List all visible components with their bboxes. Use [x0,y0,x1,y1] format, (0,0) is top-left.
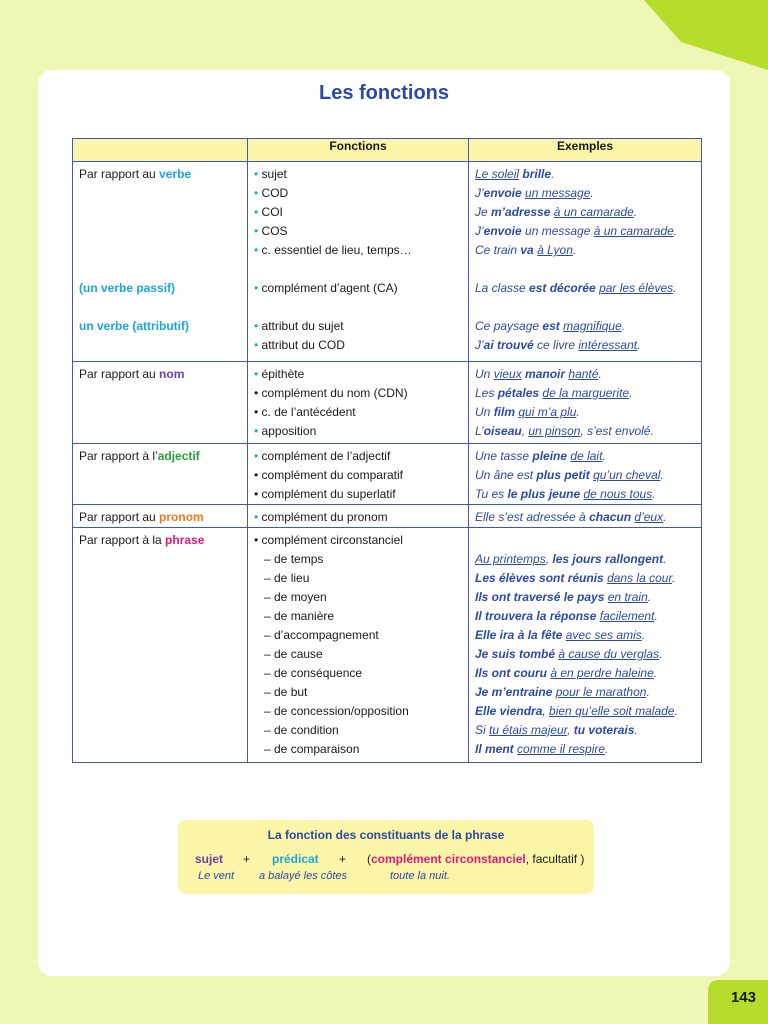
fonctions-cell: • sujet • COD • COI • COS • c. essentiel de lieu, temps… • complément d’agent (CA) • attribut du sujet • attribut du COD [248,162,469,362]
table-row-phrase [73,528,702,763]
relation-label: Par rapport au pronom [79,510,204,524]
relation-cell [73,505,248,528]
corner-decoration [644,0,768,70]
exemples-cell: Au printemps, les jours rallongent. Les élèves sont réunis dans la cour. Ils ont traversé le pays en train. Il trouvera la réponse facilement. Elle ira à la fête avec ses amis. Je suis tombé à cause du verglas. Ils ont couru à en perdre haleine. Je m’entraine pour le marathon. Elle viendra, bien qu’elle soit malade. Si tu étais majeur, tu voterais. Il ment comme il respire. [469,528,702,763]
exemples-cell: Le soleil brille. J’envoie un message. Je m’adresse à un camarade. J’envoie un message à un camarade. Ce train va à Lyon. La classe est décorée par les élèves. Ce paysage est magnifique. J’ai trouvé ce livre intéressant. [469,162,702,362]
summary-sujet: sujet [195,852,224,866]
summary-cc-group: (complément circonstanciel, facultatif ) [367,852,585,866]
relation-cell [73,362,248,444]
relation-label: Par rapport à la phrase [79,533,205,547]
relation-label: Par rapport à l’adjectif [79,449,200,463]
page-number: 143 [730,989,756,1006]
content-card [38,70,730,976]
relation-label: Par rapport au verbe [79,167,192,181]
table-row-pronom [73,505,702,528]
relation-cell [73,528,248,763]
header-fonctions: Fonctions [248,139,469,162]
relation-label: Par rapport au nom [79,367,185,381]
fonctions-cell: • complément circonstanciel – de temps – de lieu – de moyen – de manière – d’accompagnement – de cause – de conséquence – de but – de concession/opposition – de condition – de comparaison [248,528,469,763]
table-header-row [73,139,702,162]
exemples-cell: Une tasse pleine de lait. Un âne est plus petit qu’un cheval. Tu es le plus jeune de nous tous. [469,444,702,505]
relation-sub: un verbe (attributif) [79,319,189,333]
relation-cell [73,444,248,505]
exemples-cell: Un vieux manoir hanté. Les pétales de la marguerite. Un film qui m’a plu. L’oiseau, un pinson, s’est envolé. [469,362,702,444]
summary-predicat: prédicat [272,852,319,866]
page-title: Les fonctions [318,82,449,104]
summary-box: La fonction des constituants de la phrase sujet + prédicat + (complément circonstanciel, facultatif ) Le vent a balayé les côtes toute la nuit. [178,820,594,894]
table-row-nom [73,362,702,444]
summary-plus: + [243,852,251,866]
summary-plus: + [339,852,347,866]
header-empty [73,139,248,162]
relation-sub: (un verbe passif) [79,281,176,295]
table-row-verbe [73,162,702,362]
fonctions-cell: • complément de l’adjectif • complément du comparatif • complément du superlatif [248,444,469,505]
table-row-adjectif [73,444,702,505]
fonctions-cell: • complément du pronom [248,505,469,528]
relation-cell [73,162,248,362]
summary-title: La fonction des constituants de la phrase [267,828,505,842]
functions-table [72,138,702,763]
fonctions-cell: • épithète • complément du nom (CDN) • c. de l’antécédent • apposition [248,362,469,444]
exemples-cell: Elle s’est adressée à chacun d’eux. [469,505,702,528]
header-exemples: Exemples [469,139,702,162]
